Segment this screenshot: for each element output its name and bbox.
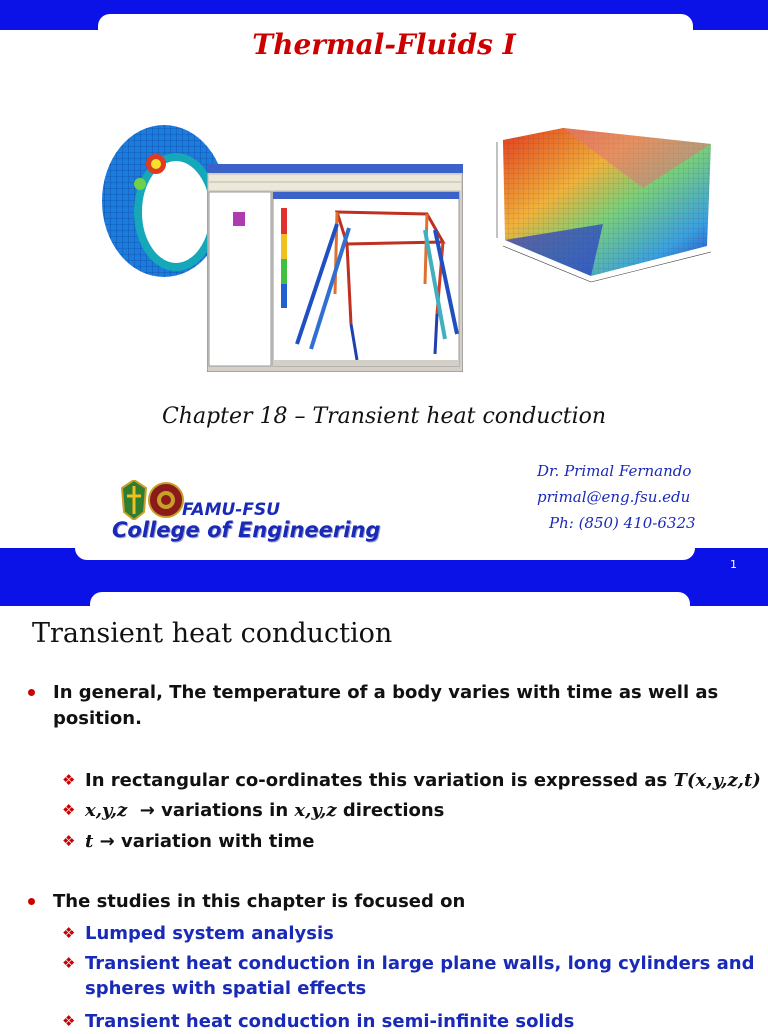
bullet-dot [28, 689, 35, 696]
logo-line-college: College of Engineering [112, 518, 381, 542]
fsu-seal-icon [148, 482, 184, 518]
contact-name: Dr. Primal Fernando [537, 462, 692, 480]
logo-line-famu-fsu: FAMU-FSU [182, 500, 281, 520]
bullet2-text: The studies in this chapter is focused on [53, 891, 466, 912]
focus-item-plane-walls: Transient heat conduction in large plane walls, long cylinders and [85, 953, 755, 974]
sub-bullet-coordinates: In rectangular co-ordinates this variation is expressed as T(x,y,z,t) [85, 770, 761, 791]
slide2-top-frame-bar [0, 590, 768, 606]
diamond-bullet-icon: ❖ [62, 801, 76, 819]
bullet1-line2: position. [53, 708, 142, 729]
diamond-bullet-icon: ❖ [62, 954, 76, 972]
bullet-dot [28, 898, 35, 905]
famu-seal-icon [120, 480, 148, 520]
surface-plot-image [483, 128, 719, 288]
contact-email: primal@eng.fsu.edu [537, 488, 691, 506]
diamond-bullet-icon: ❖ [62, 1012, 76, 1030]
bottom-frame-bar [0, 548, 768, 590]
chapter-subtitle: Chapter 18 – Transient heat conduction [161, 404, 607, 429]
focus-item-lumped: Lumped system analysis [85, 923, 334, 944]
page-number: 1 [730, 558, 737, 571]
focus-item-plane-walls-cont: spheres with spatial effects [85, 978, 367, 999]
diamond-bullet-icon: ❖ [62, 924, 76, 942]
top-frame-bar [0, 0, 768, 30]
bullet1-line1: In general, The temperature of a body varies with time as well as [53, 682, 719, 703]
sub-bullet-time: t → variation with time [85, 831, 315, 852]
focus-item-semi-infinite: Transient heat conduction in semi-infinite solids [85, 1011, 575, 1032]
diamond-bullet-icon: ❖ [62, 832, 76, 850]
structure-analysis-screenshot [207, 164, 463, 372]
contact-phone: Ph: (850) 410-6323 [549, 514, 696, 532]
slide-title: Thermal-Fluids I [252, 28, 516, 61]
college-logo [110, 478, 400, 548]
slide2-title: Transient heat conduction [32, 618, 393, 649]
sub-bullet-xyz: x,y,z → variations in x,y,z directions [85, 800, 445, 821]
diamond-bullet-icon: ❖ [62, 771, 76, 789]
